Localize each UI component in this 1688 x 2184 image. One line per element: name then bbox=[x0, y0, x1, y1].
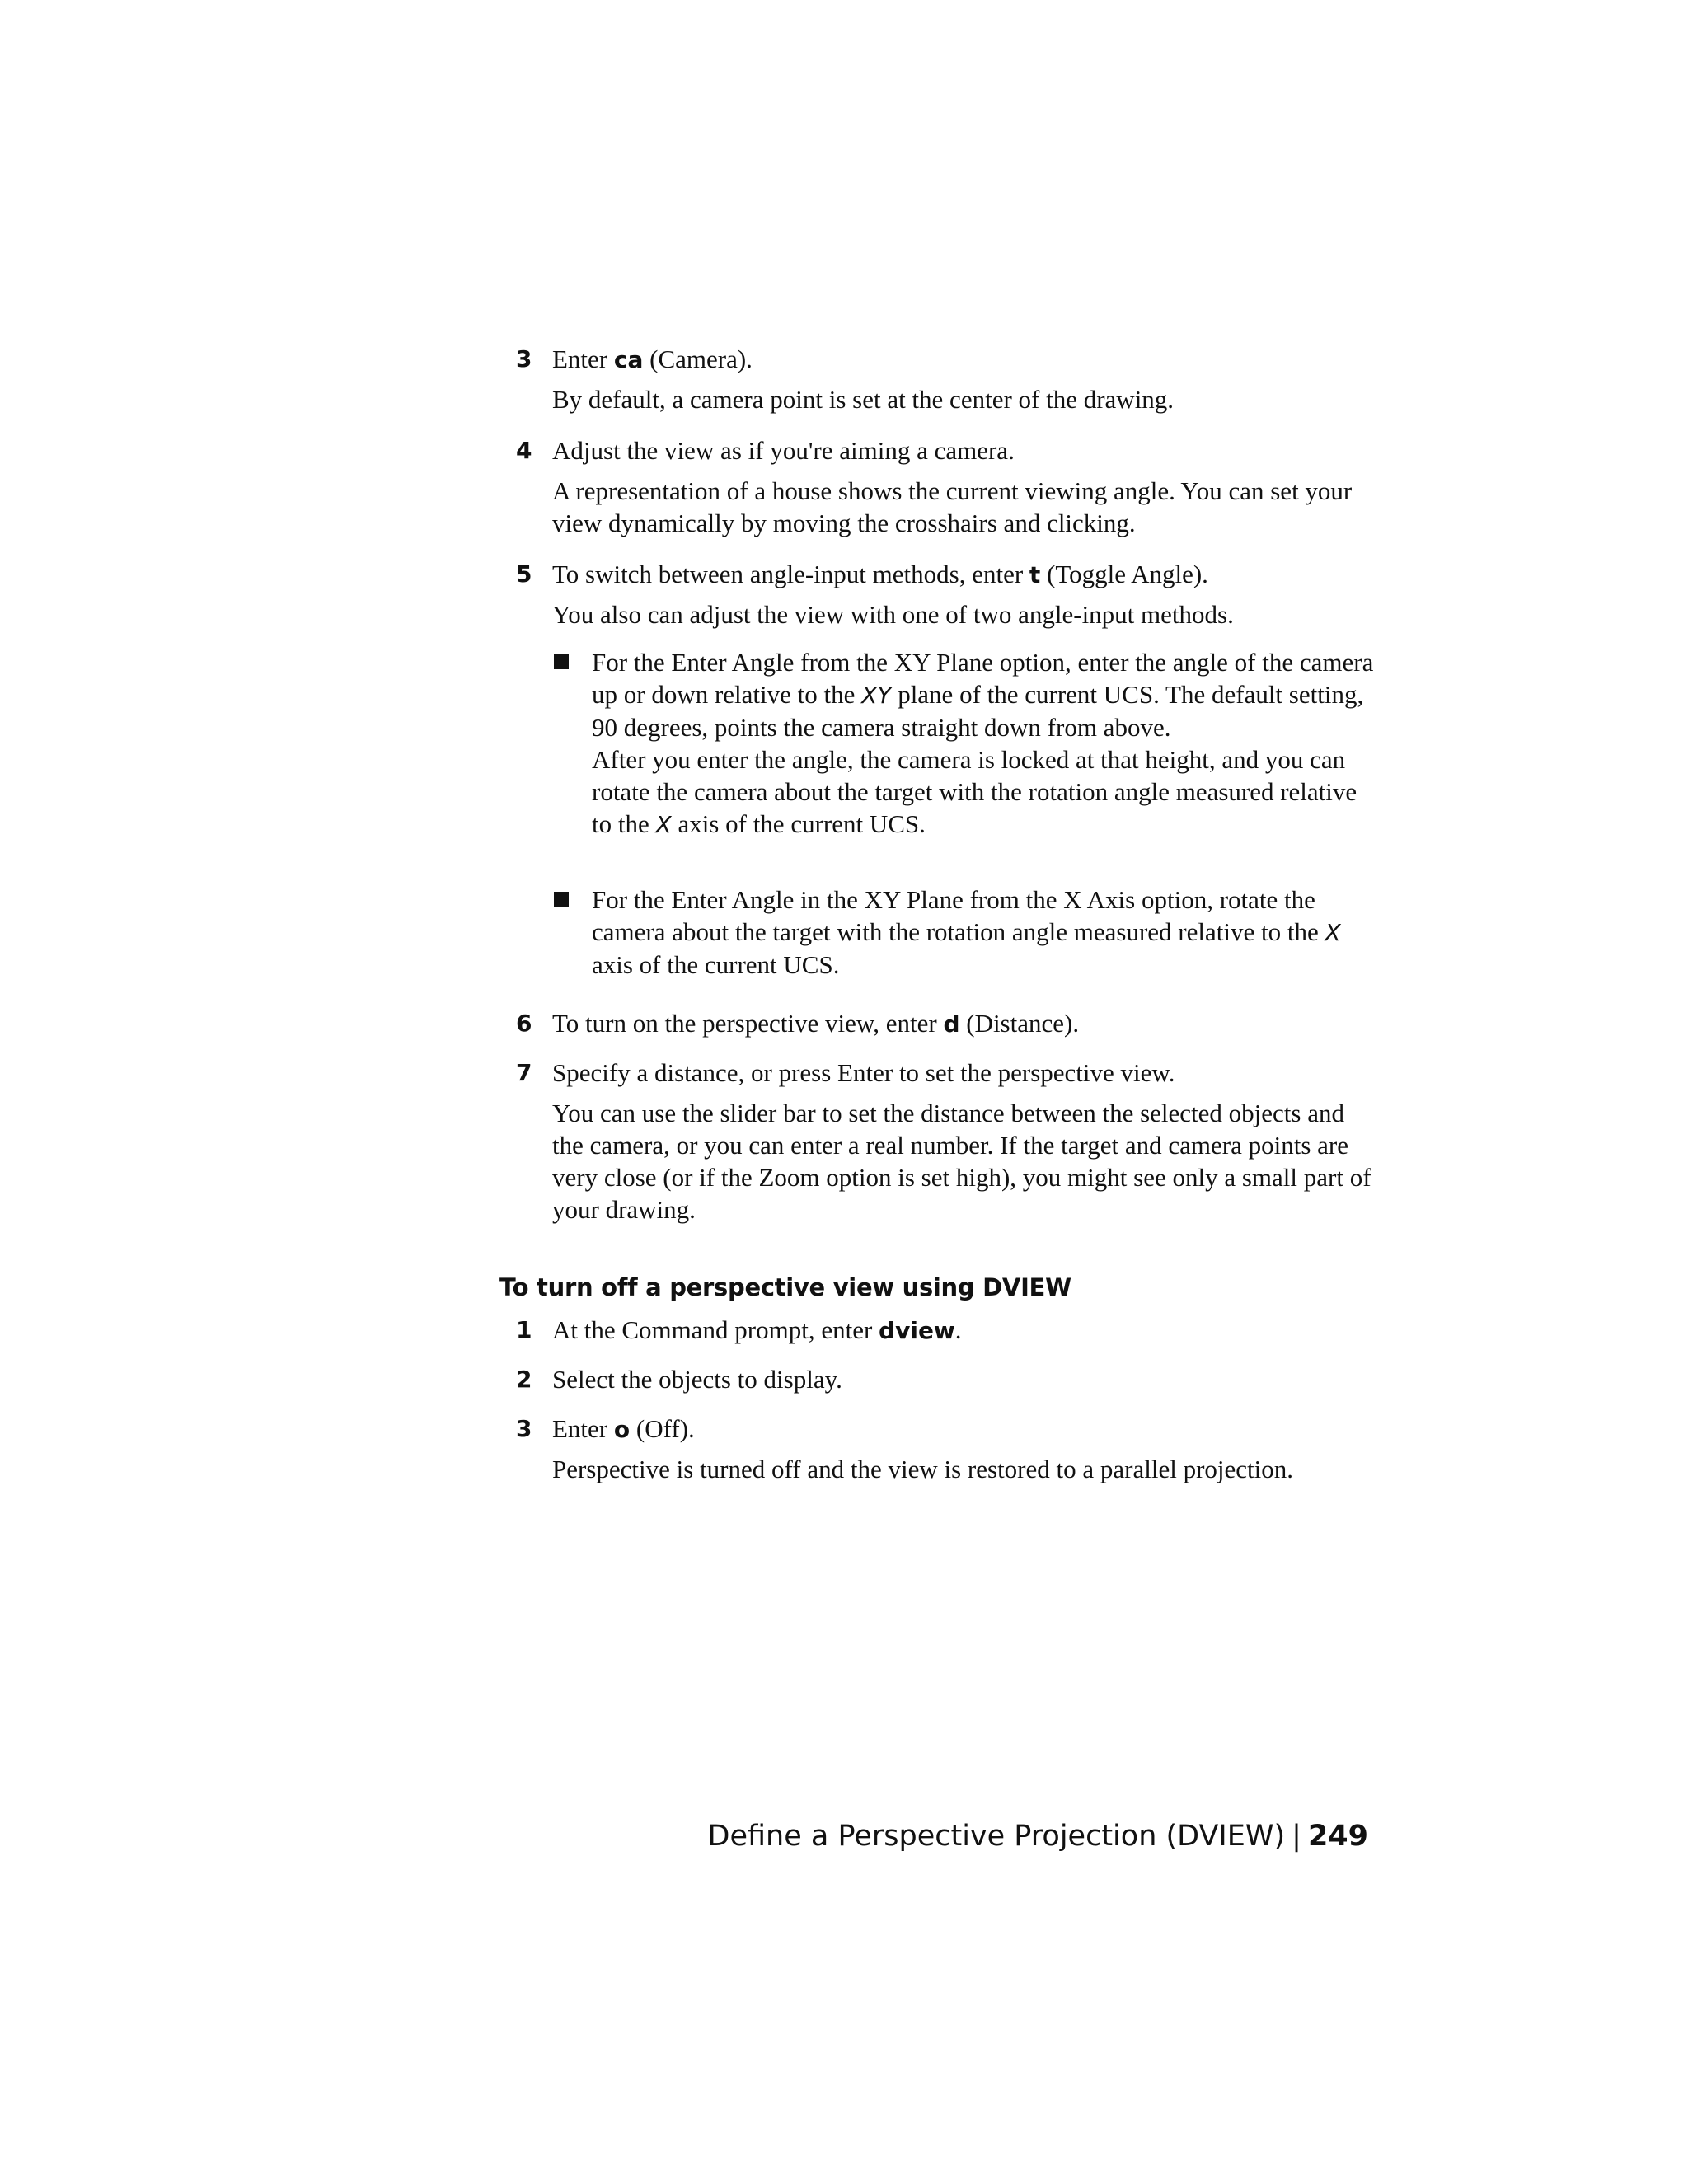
page-footer bbox=[708, 1818, 1368, 1854]
page-number: 249 bbox=[1307, 1820, 1368, 1853]
step-detail: Perspective is turned off and the view is restored to a parallel projection. bbox=[552, 1455, 1293, 1483]
step-number: 1 bbox=[516, 1316, 532, 1343]
square-bullet-icon bbox=[554, 654, 569, 669]
command-keyword: d bbox=[943, 1010, 960, 1038]
footer-title: Define a Perspective Projection (DVIEW) bbox=[707, 1820, 1286, 1853]
step-text: To turn on the perspective view, enter d (Distance). bbox=[552, 1009, 1080, 1038]
step-text: Enter ca (Camera). bbox=[552, 344, 753, 373]
step-number: 6 bbox=[516, 1010, 532, 1037]
command-keyword: dview bbox=[879, 1317, 955, 1344]
step-number: 2 bbox=[516, 1366, 532, 1393]
step-number: 3 bbox=[516, 1415, 532, 1442]
step-text: Specify a distance, or press Enter to set the perspective view. bbox=[552, 1058, 1175, 1087]
step-number: 4 bbox=[516, 437, 532, 464]
step-text: At the Command prompt, enter dview. bbox=[552, 1315, 962, 1344]
footer-separator: | bbox=[1292, 1820, 1301, 1853]
step-text: Adjust the view as if you're aiming a camera. bbox=[552, 436, 1015, 465]
step-detail: You also can adjust the view with one of two angle-input methods. bbox=[552, 600, 1234, 629]
step-text: Select the objects to display. bbox=[552, 1365, 842, 1394]
bullet-text: For the Enter Angle from the XY Plane option, enter the angle of the camera up or down relative to the XY plane of the current UCS. The default setting, 90 degrees, points the camera straight down from above. After you enter the angle, the camera is locked at that height, and you can rotate the camera about the target with the rotation angle measured relative to the X axis of the current UCS. bbox=[592, 648, 1374, 838]
bullet-text: For the Enter Angle in the XY Plane from the X Axis option, rotate the camera about the target with the rotation angle measured relative to the X axis of the current UCS. bbox=[592, 885, 1341, 979]
section-heading: To turn off a perspective view using DVIEW bbox=[499, 1273, 1071, 1301]
step-text: Enter o (Off). bbox=[552, 1414, 695, 1443]
step-detail: You can use the slider bar to set the distance between the selected objects and the camera, or you can enter a real number. If the target and camera points are very close (or if the Zoom option is set high), you might see only a small part of your drawing. bbox=[552, 1099, 1372, 1224]
command-keyword: o bbox=[613, 1416, 631, 1443]
command-keyword: t bbox=[1029, 561, 1041, 588]
step-number: 3 bbox=[516, 345, 532, 373]
step-number: 5 bbox=[516, 560, 532, 588]
step-text: To switch between angle-input methods, enter t (Toggle Angle). bbox=[552, 560, 1208, 588]
command-keyword: ca bbox=[613, 346, 644, 373]
step-number: 7 bbox=[516, 1059, 532, 1086]
step-detail: A representation of a house shows the current viewing angle. You can set your view dynamically by moving the crosshairs and clicking. bbox=[552, 476, 1353, 537]
square-bullet-icon bbox=[554, 892, 569, 907]
step-detail: By default, a camera point is set at the center of the drawing. bbox=[552, 385, 1175, 414]
